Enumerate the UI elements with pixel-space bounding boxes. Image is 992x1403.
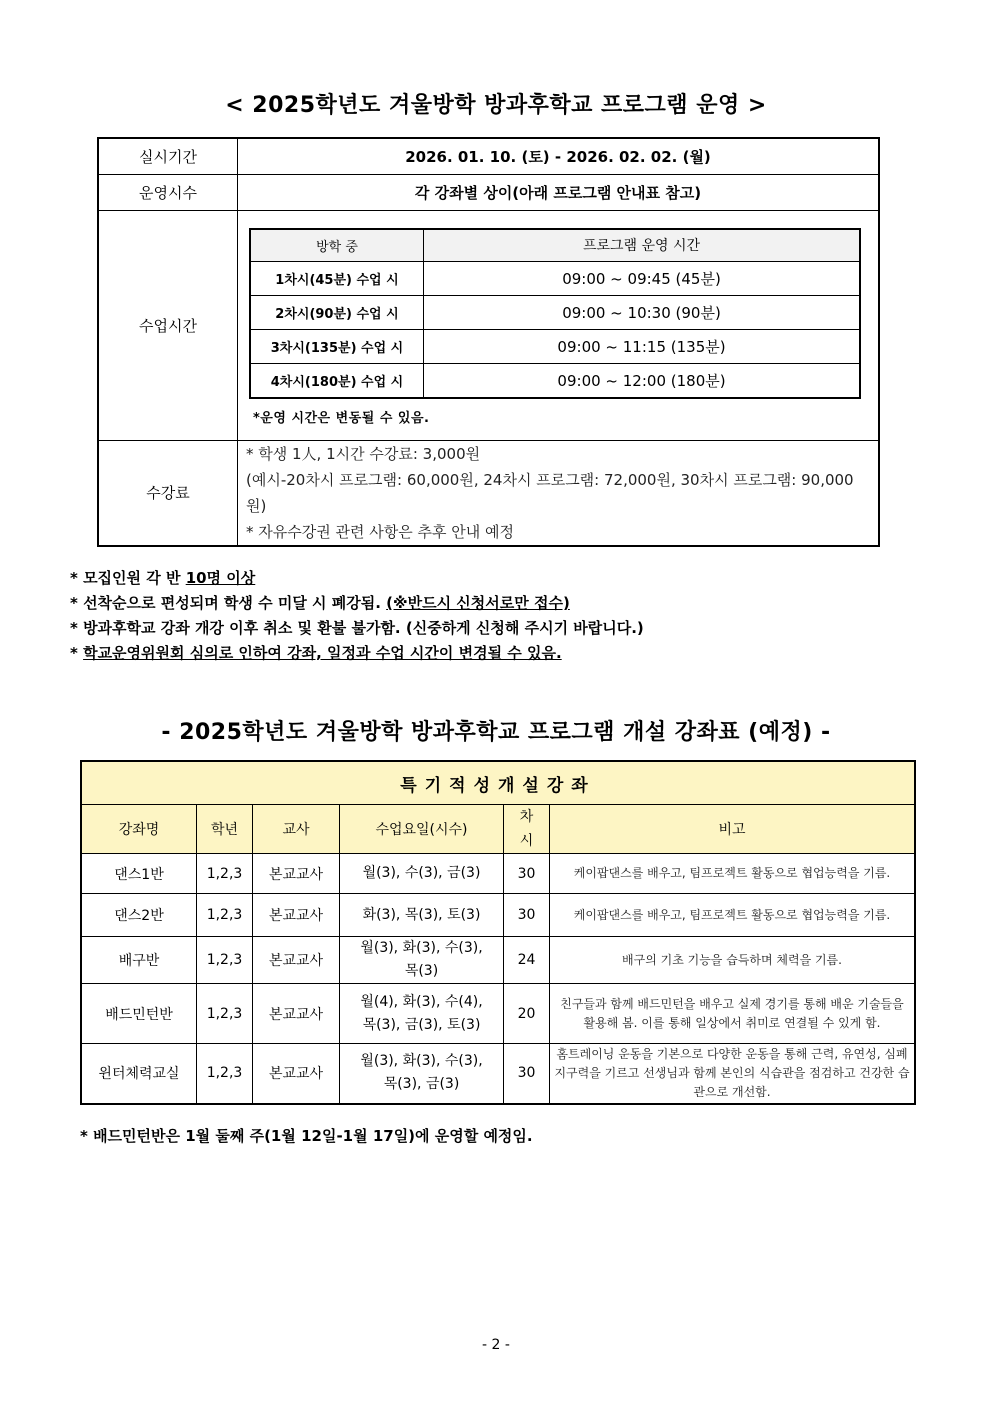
table-row <box>250 329 860 363</box>
course-teacher: 본교교사 <box>253 854 340 894</box>
hours-label: 운영시수 <box>98 174 238 210</box>
course-sessions: 30 <box>504 1044 550 1104</box>
course-teacher: 본교교사 <box>253 984 340 1044</box>
course-grade: 1,2,3 <box>197 894 253 937</box>
time-change-note: *운영 시간은 변동될 수 있음. <box>253 410 430 426</box>
header-sessions-1: 차 <box>519 809 534 825</box>
course-grade: 1,2,3 <box>197 984 253 1044</box>
notice-text: * 선착순으로 편성되며 학생 수 미달 시 폐강됨. <box>70 594 387 612</box>
course-name: 배구반 <box>81 937 197 984</box>
header-grade: 학년 <box>197 805 253 854</box>
session-cell: 1차시(45분) 수업 시 <box>250 261 424 295</box>
course-grade: 1,2,3 <box>197 937 253 984</box>
course-days: 월(4), 화(3), 수(4), 목(3), 금(3), 토(3) <box>340 984 504 1044</box>
table-row <box>250 295 860 329</box>
course-name: 윈터체력교실 <box>81 1044 197 1104</box>
course-days: 월(3), 수(3), 금(3) <box>340 854 504 894</box>
notice-list <box>70 566 644 666</box>
table-row <box>81 984 915 1044</box>
header-sessions <box>504 805 550 854</box>
header-remark: 비고 <box>550 805 916 854</box>
course-days: 월(3), 화(3), 수(3), 목(3) <box>340 937 504 984</box>
period-value: 2026. 01. 10. (토) - 2026. 02. 02. (월) <box>238 138 880 174</box>
fee-details <box>238 440 880 546</box>
inner-header-session: 방학 중 <box>250 229 424 262</box>
table-row <box>250 363 860 398</box>
class-time-table <box>249 228 861 399</box>
inner-header-time: 프로그램 운영 시간 <box>424 229 861 262</box>
table-row <box>81 894 915 937</box>
course-sessions: 24 <box>504 937 550 984</box>
notice-underlined: (※반드시 신청서로만 접수) <box>386 594 570 612</box>
notice-underlined: 10명 이상 <box>185 569 256 587</box>
page-title: < 2025학년도 겨울방학 방과후학교 프로그램 운영 > <box>225 93 767 118</box>
course-remark: 케이팝댄스를 배우고, 팀프로젝트 활동으로 협업능력을 기름. <box>550 894 916 937</box>
course-name: 댄스2반 <box>81 894 197 937</box>
time-cell: 09:00 ~ 09:45 (45분) <box>424 261 861 295</box>
header-name: 강좌명 <box>81 805 197 854</box>
fee-line: * 자유수강권 관련 사항은 추후 안내 예정 <box>246 522 514 541</box>
course-grade: 1,2,3 <box>197 854 253 894</box>
badminton-footnote: * 배드민턴반은 1월 둘째 주(1월 12일-1월 17일)에 운영할 예정임. <box>80 1127 533 1145</box>
fee-line: * 학생 1人, 1시간 수강료: 3,000원 <box>246 444 481 463</box>
course-table <box>80 760 916 1105</box>
table-row <box>250 261 860 295</box>
time-cell: 09:00 ~ 12:00 (180분) <box>424 363 861 398</box>
course-remark: 배구의 기초 기능을 습득하며 체력을 기름. <box>550 937 916 984</box>
session-cell: 2차시(90분) 수업 시 <box>250 295 424 329</box>
header-days: 수업요일(시수) <box>340 805 504 854</box>
page-number: - 2 - <box>482 1337 510 1353</box>
session-cell: 3차시(135분) 수업 시 <box>250 329 424 363</box>
schedule-table <box>97 137 880 547</box>
hours-value: 각 강좌별 상이(아래 프로그램 안내표 참고) <box>238 174 880 210</box>
notice-text: * <box>70 644 84 662</box>
table-row <box>81 1044 915 1104</box>
notice-item <box>70 566 644 591</box>
time-cell: 09:00 ~ 11:15 (135분) <box>424 329 861 363</box>
notice-underlined: 학교운영위원회 심의로 인하여 강좌, 일정과 수업 시간이 변경될 수 있음. <box>83 644 562 662</box>
notice-item <box>70 591 644 616</box>
notice-text: * 모집인원 각 반 <box>70 569 186 587</box>
class-time-label: 수업시간 <box>98 210 238 440</box>
course-grade: 1,2,3 <box>197 1044 253 1104</box>
course-remark: 친구들과 함께 배드민턴을 배우고 실제 경기를 통해 배운 기술들을 활용해 봄. 이를 통해 일상에서 취미로 연결될 수 있게 함. <box>550 984 916 1044</box>
course-days: 화(3), 목(3), 토(3) <box>340 894 504 937</box>
course-name: 댄스1반 <box>81 854 197 894</box>
course-sessions: 30 <box>504 854 550 894</box>
time-cell: 09:00 ~ 10:30 (90분) <box>424 295 861 329</box>
course-teacher: 본교교사 <box>253 1044 340 1104</box>
fee-example: (예시-20차시 프로그램: 60,000원, 24차시 프로그램: 72,000원, 30차시 프로그램: 90,000원) <box>246 470 854 515</box>
course-table-caption: 특기적성개설강좌 <box>81 761 915 805</box>
course-name: 배드민턴반 <box>81 984 197 1044</box>
course-remark: 케이팝댄스를 배우고, 팀프로젝트 활동으로 협업능력을 기름. <box>550 854 916 894</box>
course-teacher: 본교교사 <box>253 894 340 937</box>
period-label: 실시기간 <box>98 138 238 174</box>
table-row <box>81 937 915 984</box>
notice-item <box>70 641 644 666</box>
notice-item: * 방과후학교 강좌 개강 이후 취소 및 환불 불가함. (신중하게 신청해 주시기 바랍니다.) <box>70 619 644 637</box>
header-teacher: 교사 <box>253 805 340 854</box>
header-sessions-2: 시 <box>519 833 534 849</box>
session-cell: 4차시(180분) 수업 시 <box>250 363 424 398</box>
section-title: - 2025학년도 겨울방학 방과후학교 프로그램 개설 강좌표 (예정) - <box>161 720 831 745</box>
course-sessions: 20 <box>504 984 550 1044</box>
fee-label: 수강료 <box>98 440 238 546</box>
course-days: 월(3), 화(3), 수(3), 목(3), 금(3) <box>340 1044 504 1104</box>
course-remark: 홈트레이닝 운동을 기본으로 다양한 운동을 통해 근력, 유연성, 심폐지구력을 기르고 선생님과 함께 본인의 식습관을 점검하고 건강한 습관으로 개선함. <box>550 1044 916 1104</box>
course-teacher: 본교교사 <box>253 937 340 984</box>
course-sessions: 30 <box>504 894 550 937</box>
table-row <box>81 854 915 894</box>
